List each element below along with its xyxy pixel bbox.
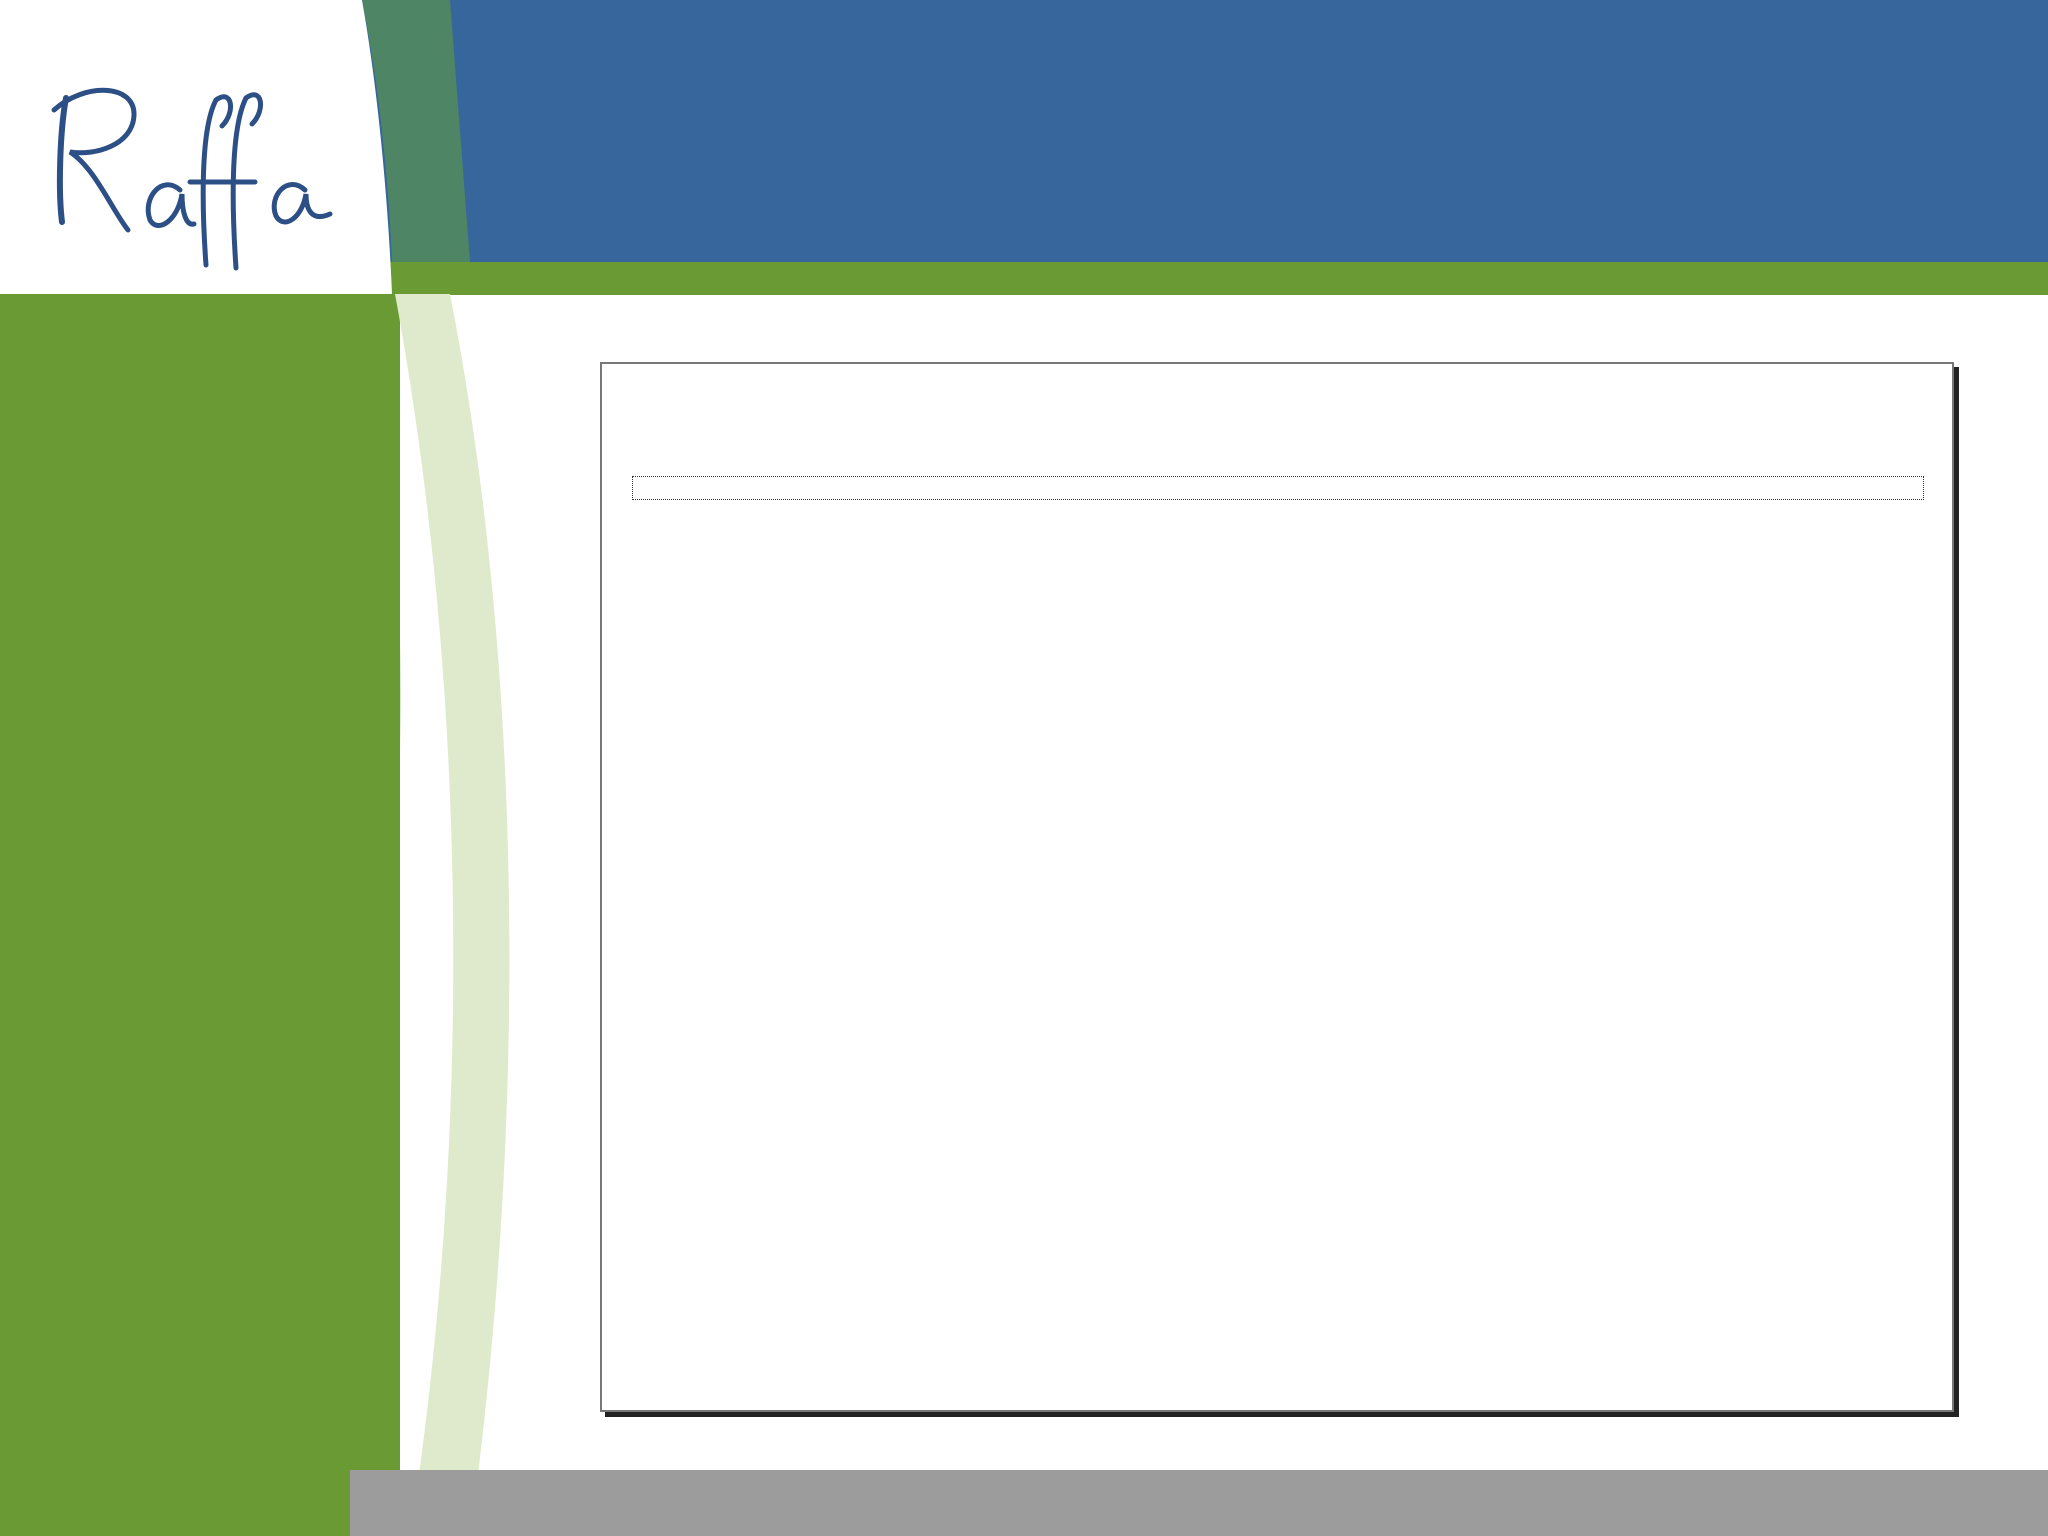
job-summary-report — [600, 362, 1954, 1412]
raffa-logo — [40, 70, 370, 280]
footer-bar — [350, 1470, 2048, 1536]
light-green-curve — [395, 294, 509, 1536]
raffa-logo-mark — [40, 70, 370, 280]
subtitle-box — [632, 476, 1924, 500]
